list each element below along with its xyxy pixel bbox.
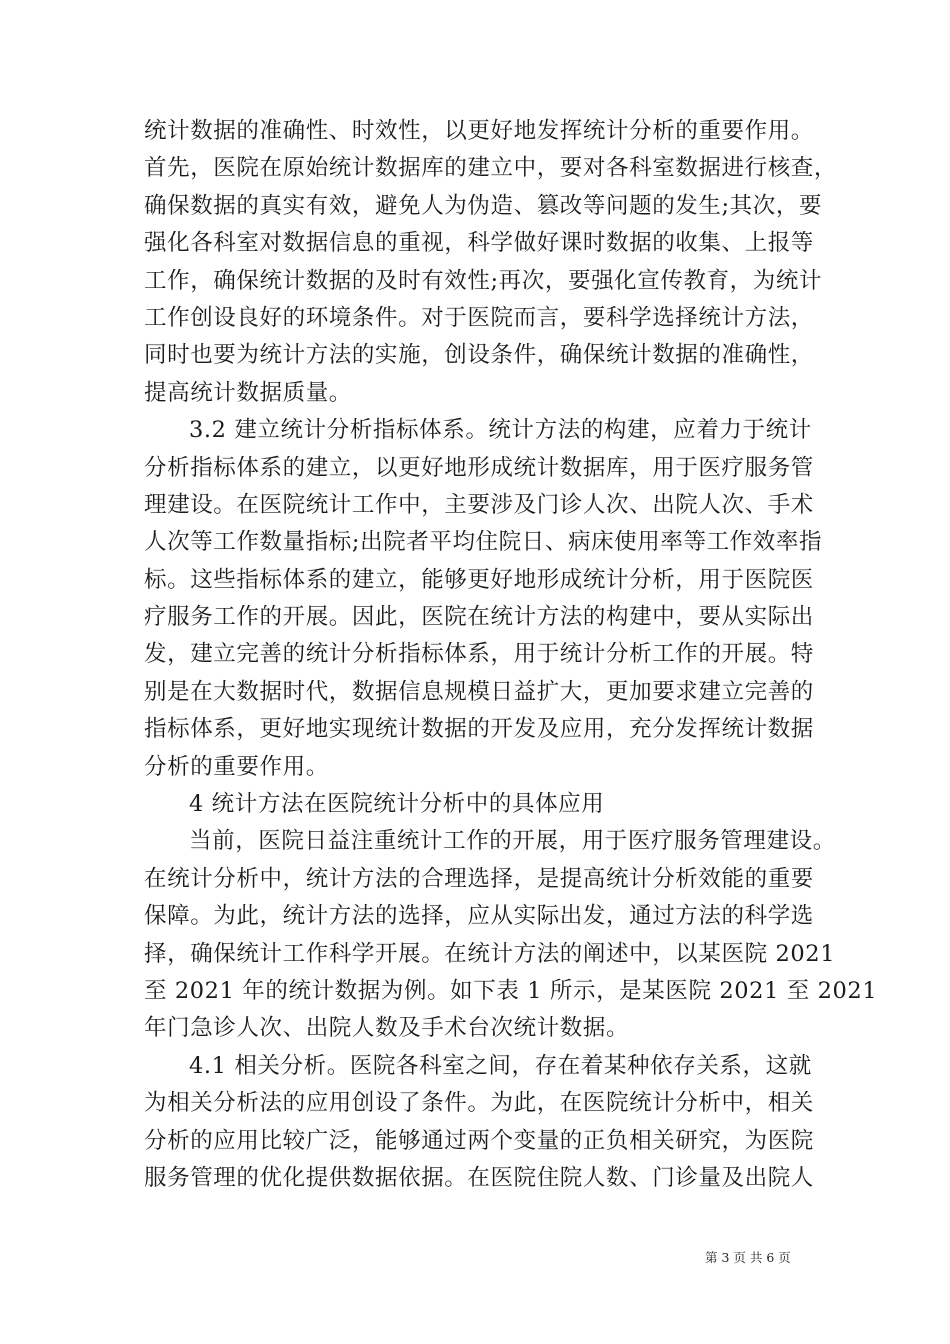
- text-line: 人次等工作数量指标;出院者平均住院日、病床使用率等工作效率指: [144, 529, 823, 556]
- text-line: 强化各科室对数据信息的重视，科学做好课时数据的收集、上报等: [144, 230, 814, 257]
- text-line: 标。这些指标体系的建立，能够更好地形成统计分析，用于医院医: [144, 566, 814, 593]
- text-line: 提高统计数据质量。: [144, 379, 352, 406]
- text-line: 发，建立完善的统计分析指标体系，用于统计分析工作的开展。特: [144, 641, 814, 668]
- text-line: 工作创设良好的环境条件。对于医院而言，要科学选择统计方法，: [144, 304, 814, 331]
- text-line: 确保数据的真实有效，避免人为伪造、篡改等问题的发生;其次，要: [144, 192, 823, 219]
- text-line: 分析指标体系的建立，以更好地形成统计数据库，用于医疗服务管: [144, 454, 814, 481]
- text-line: 在统计分析中，统计方法的合理选择，是提高统计分析效能的重要: [144, 865, 814, 892]
- section-4-1-heading-line: 4.1 相关分析。医院各科室之间，存在着某种依存关系，这就: [189, 1052, 812, 1079]
- text-line: 工作，确保统计数据的及时有效性;再次，要强化宣传教育，为统计: [144, 267, 823, 294]
- text-line: 择，确保统计工作科学开展。在统计方法的阐述中，以某医院 2021: [144, 940, 836, 967]
- text-line: 分析的应用比较广泛，能够通过两个变量的正负相关研究，为医院: [144, 1127, 814, 1154]
- text-line: 理建设。在医院统计工作中，主要涉及门诊人次、出院人次、手术: [144, 491, 814, 518]
- text-line: 统计数据的准确性、时效性，以更好地发挥统计分析的重要作用。: [144, 118, 814, 144]
- text-line: 年门急诊人次、出院人数及手术台次统计数据。: [144, 1015, 630, 1042]
- section-4-heading: 4 统计方法在医院统计分析中的具体应用: [189, 791, 605, 818]
- body-text: [144, 113, 878, 1197]
- text-line: 指标体系，更好地实现统计数据的开发及应用，充分发挥统计数据: [144, 716, 814, 743]
- text-line: 保障。为此，统计方法的选择，应从实际出发，通过方法的科学选: [144, 903, 814, 930]
- page-number-footer: 第 3 页 共 6 页: [705, 1250, 791, 1265]
- text-line: 为相关分析法的应用创设了条件。为此，在医院统计分析中，相关: [144, 1090, 814, 1117]
- text-line: 疗服务工作的开展。因此，医院在统计方法的构建中，要从实际出: [144, 604, 814, 631]
- text-line: 至 2021 年的统计数据为例。如下表 1 所示，是某医院 2021 至 2021: [144, 977, 878, 1004]
- text-line: 分析的重要作用。: [144, 753, 329, 780]
- section-3-2-heading-line: 3.2 建立统计分析指标体系。统计方法的构建，应着力于统计: [189, 417, 812, 444]
- text-line: 首先，医院在原始统计数据库的建立中，要对各科室数据进行核查，: [144, 155, 838, 182]
- text-line: 同时也要为统计方法的实施，创设条件，确保统计数据的准确性，: [144, 342, 814, 369]
- paragraph-start-line: 当前，医院日益注重统计工作的开展，用于医疗服务管理建设。: [189, 828, 836, 855]
- text-line: 别是在大数据时代，数据信息规模日益扩大，更加要求建立完善的: [144, 678, 814, 705]
- text-line: 服务管理的优化提供数据依据。在医院住院人数、门诊量及出院人: [144, 1164, 814, 1191]
